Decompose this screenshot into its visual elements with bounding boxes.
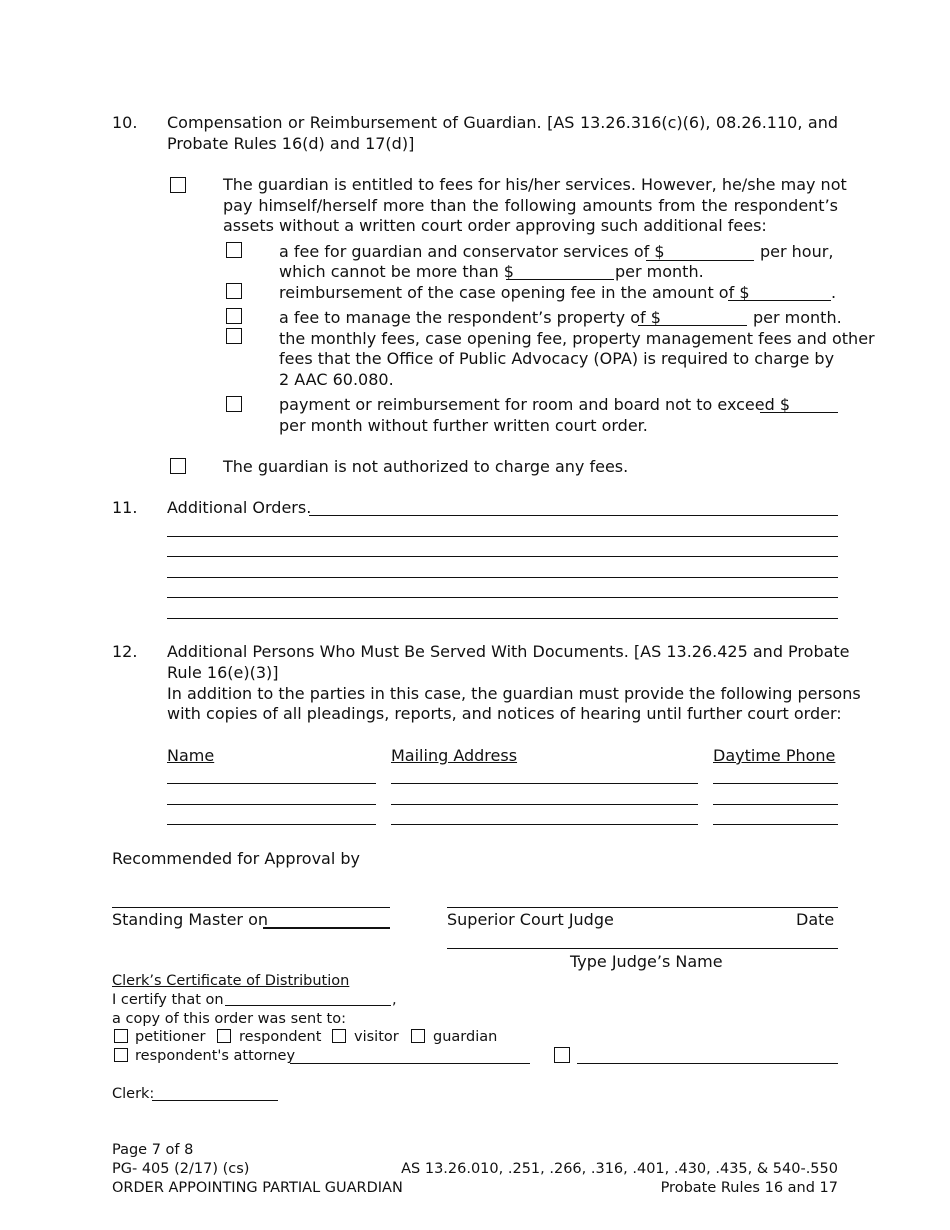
additional-orders-line[interactable] bbox=[309, 515, 838, 516]
additional-orders-line[interactable] bbox=[167, 556, 838, 557]
attorney-checkbox[interactable] bbox=[114, 1048, 128, 1062]
standing-master-date-line[interactable] bbox=[263, 927, 390, 929]
clerk-label: Clerk: bbox=[112, 1086, 155, 1102]
fees-text-line1: The guardian is entitled to fees for his/her services. However, he/she may not bbox=[223, 175, 847, 194]
guardian-checkbox[interactable] bbox=[411, 1029, 425, 1043]
petitioner-label: petitioner bbox=[135, 1029, 206, 1045]
property-fee-checkbox[interactable] bbox=[226, 308, 242, 324]
per-month-text: per month. bbox=[615, 262, 704, 281]
person-address-line[interactable] bbox=[391, 804, 698, 805]
page-number: Page 7 of 8 bbox=[112, 1142, 194, 1158]
room-board-line1: payment or reimbursement for room and board not to exceed $ bbox=[279, 395, 791, 414]
copy-sent-text: a copy of this order was sent to: bbox=[112, 1011, 346, 1027]
person-address-line[interactable] bbox=[391, 824, 698, 825]
person-name-line[interactable] bbox=[167, 824, 376, 825]
hourly-fee-blank[interactable] bbox=[646, 260, 754, 261]
fees-text-line2: pay himself/herself more than the following amounts from the respondent’s bbox=[223, 196, 838, 215]
certify-comma: , bbox=[392, 992, 397, 1008]
case-opening-fee-blank[interactable] bbox=[728, 300, 831, 301]
recommended-for-approval: Recommended for Approval by bbox=[112, 849, 361, 868]
other-recipient-line[interactable] bbox=[577, 1063, 838, 1064]
section-10-heading-cont: Probate Rules 16(d) and 17(d)] bbox=[167, 134, 415, 153]
additional-orders-line[interactable] bbox=[167, 597, 838, 598]
property-fee-blank[interactable] bbox=[638, 325, 747, 326]
judge-name-line[interactable] bbox=[447, 948, 838, 949]
respondent-label: respondent bbox=[239, 1029, 322, 1045]
opa-fees-line3: 2 AAC 60.080. bbox=[279, 370, 394, 389]
respondent-checkbox[interactable] bbox=[217, 1029, 231, 1043]
room-board-blank[interactable] bbox=[760, 412, 838, 413]
section-11-number: 11. bbox=[112, 498, 138, 517]
section-10-heading: Compensation or Reimbursement of Guardian. [AS 13.26.316(c)(6), 08.26.110, and bbox=[167, 113, 838, 132]
monthly-max-blank[interactable] bbox=[506, 279, 614, 280]
person-name-line[interactable] bbox=[167, 804, 376, 805]
additional-orders-line[interactable] bbox=[167, 577, 838, 578]
property-fee-per-month: per month. bbox=[753, 308, 842, 327]
statute-references: AS 13.26.010, .251, .266, .316, .401, .430, .435, & 540-.550 bbox=[401, 1161, 838, 1177]
date-label: Date bbox=[796, 910, 835, 929]
mailing-address-column-header: Mailing Address bbox=[391, 746, 518, 765]
room-board-line2: per month without further written court order. bbox=[279, 416, 648, 435]
guardian-fee-checkbox[interactable] bbox=[226, 242, 242, 258]
certify-date-line[interactable] bbox=[225, 1005, 391, 1006]
superior-court-judge-label: Superior Court Judge bbox=[447, 910, 614, 929]
clerk-signature-line[interactable] bbox=[152, 1100, 278, 1101]
visitor-label: visitor bbox=[354, 1029, 399, 1045]
section-12-heading: Additional Persons Who Must Be Served With Documents. [AS 13.26.425 and Probate bbox=[167, 642, 850, 661]
person-phone-line[interactable] bbox=[713, 783, 838, 784]
per-hour-text: per hour, bbox=[760, 242, 834, 261]
form-number: PG- 405 (2/17) (cs) bbox=[112, 1161, 250, 1177]
guardian-label: guardian bbox=[433, 1029, 498, 1045]
person-address-line[interactable] bbox=[391, 783, 698, 784]
additional-orders-line[interactable] bbox=[167, 536, 838, 537]
fees-entitled-checkbox[interactable] bbox=[170, 177, 186, 193]
clerk-certificate-title: Clerk’s Certificate of Distribution bbox=[112, 973, 350, 989]
attorney-label: respondent's attorney bbox=[135, 1048, 296, 1064]
opa-fees-line1: the monthly fees, case opening fee, property management fees and other bbox=[279, 329, 875, 348]
petitioner-checkbox[interactable] bbox=[114, 1029, 128, 1043]
section-12-body-line1: In addition to the parties in this case, the guardian must provide the following persons bbox=[167, 684, 861, 703]
guardian-fee-text: a fee for guardian and conservator services of $ bbox=[279, 242, 665, 261]
standing-master-signature-line[interactable] bbox=[112, 907, 390, 908]
additional-orders-label: Additional Orders. bbox=[167, 498, 312, 517]
section-10-number: 10. bbox=[112, 113, 138, 132]
probate-rules-reference: Probate Rules 16 and 17 bbox=[660, 1180, 838, 1196]
person-phone-line[interactable] bbox=[713, 824, 838, 825]
standing-master-label: Standing Master on bbox=[112, 910, 269, 929]
case-opening-fee-period: . bbox=[831, 283, 837, 302]
section-12-number: 12. bbox=[112, 642, 138, 661]
room-board-checkbox[interactable] bbox=[226, 396, 242, 412]
person-phone-line[interactable] bbox=[713, 804, 838, 805]
name-column-header: Name bbox=[167, 746, 215, 765]
type-judge-name-label: Type Judge’s Name bbox=[570, 952, 723, 971]
person-name-line[interactable] bbox=[167, 783, 376, 784]
monthly-max-text: which cannot be more than $ bbox=[279, 262, 514, 281]
section-12-body-line2: with copies of all pleadings, reports, and notices of hearing until further court order: bbox=[167, 704, 842, 723]
additional-orders-line[interactable] bbox=[167, 618, 838, 619]
fees-text-line3: assets without a written court order approving such additional fees: bbox=[223, 216, 767, 235]
no-fees-checkbox[interactable] bbox=[170, 458, 186, 474]
case-opening-fee-text: reimbursement of the case opening fee in the amount of $ bbox=[279, 283, 750, 302]
property-fee-text: a fee to manage the respondent’s property of $ bbox=[279, 308, 661, 327]
opa-fees-checkbox[interactable] bbox=[226, 328, 242, 344]
visitor-checkbox[interactable] bbox=[332, 1029, 346, 1043]
judge-signature-line[interactable] bbox=[447, 907, 838, 908]
opa-fees-line2: fees that the Office of Public Advocacy (OPA) is required to charge by bbox=[279, 349, 835, 368]
certify-text: I certify that on bbox=[112, 992, 224, 1008]
other-recipient-checkbox[interactable] bbox=[554, 1047, 570, 1063]
case-opening-fee-checkbox[interactable] bbox=[226, 283, 242, 299]
no-fees-text: The guardian is not authorized to charge any fees. bbox=[223, 457, 629, 476]
section-12-heading-cont: Rule 16(e)(3)] bbox=[167, 663, 279, 682]
daytime-phone-column-header: Daytime Phone bbox=[713, 746, 836, 765]
attorney-name-line[interactable] bbox=[290, 1063, 530, 1064]
form-title: ORDER APPOINTING PARTIAL GUARDIAN bbox=[112, 1180, 403, 1196]
